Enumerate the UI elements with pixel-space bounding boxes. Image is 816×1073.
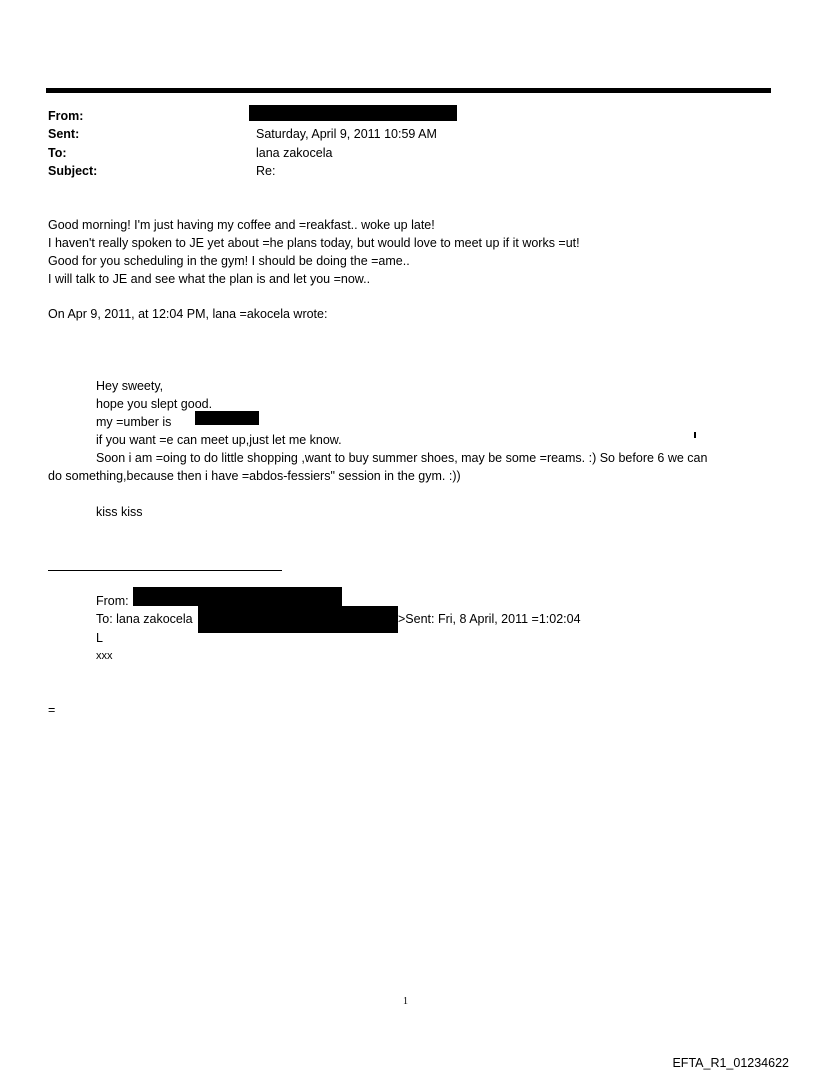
stray-mark [694,432,696,438]
redaction-from [249,105,457,121]
body-line-4: I will talk to JE and see what the plan is and let you =now.. [48,272,371,286]
body-line-2: I haven't really spoken to JE yet about =he plans today, but would love to meet up if it works =ut! [48,236,580,250]
trailing-equals: = [48,703,56,717]
forwarded-to-label: To: lana zakocela [96,612,193,626]
page-number: 1 [403,996,408,1007]
quoted-line-5a: Soon i am =oing to do little shopping ,want to buy summer shoes, may be some =reams. :) So before 6 we can [96,451,708,465]
quote-intro: On Apr 9, 2011, at 12:04 PM, lana =akocela wrote: [48,307,328,321]
quoted-line-4: if you want =e can meet up,just let me know. [96,433,342,447]
quoted-line-5b: do something,because then i have =abdos-fessiers" session in the gym. :)) [48,469,461,483]
quoted-greeting: Hey sweety, [96,379,164,393]
sent-label: Sent: [48,127,80,141]
header-rule [46,88,771,93]
redaction-forwarded-from [133,587,342,606]
to-value: lana zakocela [256,146,333,160]
body-line-1: Good morning! I'm just having my coffee and =reakfast.. woke up late! [48,218,435,232]
subject-label: Subject: [48,164,98,178]
quoted-line-2: hope you slept good. [96,397,213,411]
forwarded-sent: >Sent: Fri, 8 April, 2011 =1:02:04 [398,612,581,626]
redaction-forwarded-to [198,606,398,633]
to-label: To: [48,146,67,160]
sent-value: Saturday, April 9, 2011 10:59 AM [256,127,437,141]
redaction-number [195,411,259,425]
from-label: From: [48,109,84,123]
forwarded-line-l: L [96,631,103,645]
quoted-signoff: kiss kiss [96,505,143,519]
quoted-line-3: my =umber is [96,415,172,429]
forward-divider [48,570,282,571]
body-line-3: Good for you scheduling in the gym! I should be doing the =ame.. [48,254,410,268]
forwarded-from-label: From: [96,594,129,608]
subject-value: Re: [256,164,276,178]
forwarded-line-xxx: xxx [96,650,113,662]
bates-number: EFTA_R1_01234622 [672,1056,789,1070]
